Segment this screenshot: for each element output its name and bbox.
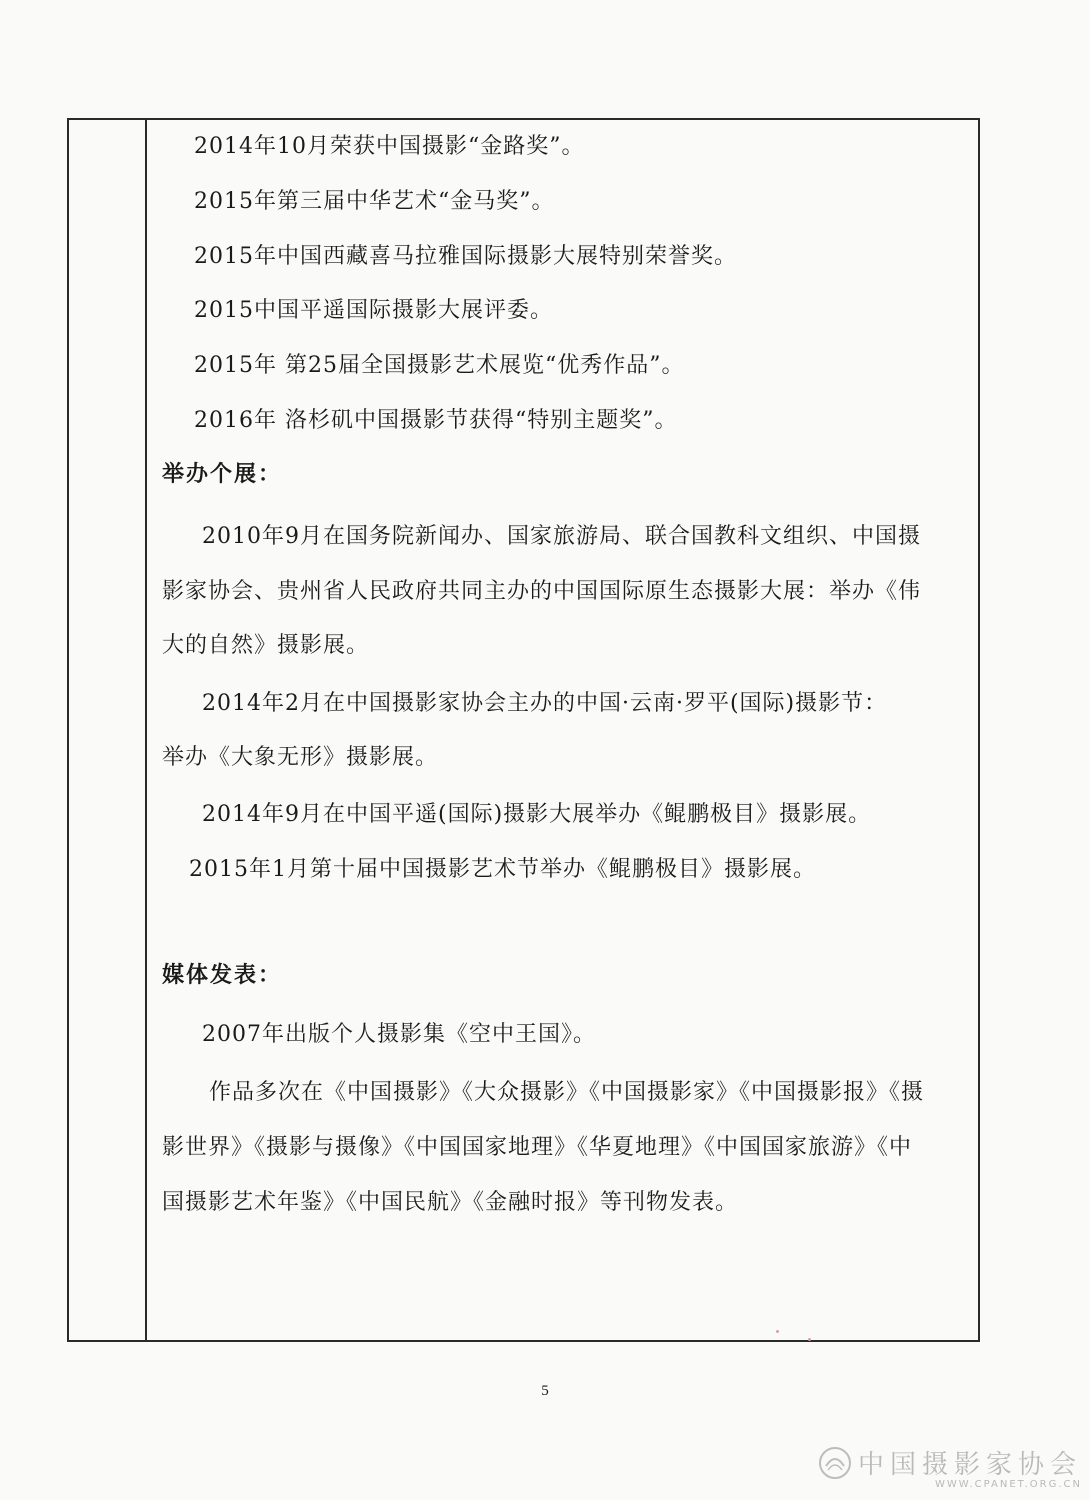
media-2-line-2: 影世界》《摄影与摄像》《中国国家地理》《华夏地理》《中国国家旅游》《中: [162, 1135, 913, 1160]
scan-speck: [776, 1330, 779, 1333]
exhibition-2-line-2: 举办《大象无形》摄影展。: [162, 745, 439, 770]
page-number: 5: [541, 1383, 549, 1399]
watermark: [818, 1444, 1082, 1490]
scan-speck: [808, 1338, 811, 1341]
media-2-line-3: 国摄影艺术年鉴》《中国民航》《金融时报》等刊物发表。: [162, 1190, 739, 1215]
watermark-url: WWW.CPANET.ORG.CN: [934, 1479, 1082, 1490]
watermark-name: 中国摄影家协会: [857, 1450, 1082, 1480]
media-heading: 媒体发表：: [162, 963, 283, 988]
table-label-column: [69, 120, 147, 1340]
form-table: [67, 118, 980, 1342]
exhibition-4: 2015年1月第十届中国摄影艺术节举办《鲲鹏极目》摄影展。: [189, 857, 816, 882]
exhibition-1-line-2: 影家协会、贵州省人民政府共同主办的中国国际原生态摄影大展：举办《伟: [162, 579, 922, 604]
award-line-2: 2015年第三届中华艺术“金马奖”。: [194, 189, 555, 214]
award-line-5: 2015年 第25届全国摄影艺术展览“优秀作品”。: [194, 353, 685, 378]
exhibition-1-line-3: 大的自然》摄影展。: [162, 633, 370, 658]
award-line-4: 2015中国平遥国际摄影大展评委。: [194, 298, 553, 323]
award-line-3: 2015年中国西藏喜马拉雅国际摄影大展特别荣誉奖。: [194, 244, 737, 269]
exhibition-3: 2014年9月在中国平遥(国际)摄影大展举办《鲲鹏极目》摄影展。: [202, 802, 872, 827]
award-line-1: 2014年10月荣获中国摄影“金路奖”。: [194, 134, 585, 159]
exhibition-1-line-1: 2010年9月在国务院新闻办、国家旅游局、联合国教科文组织、中国摄: [202, 524, 921, 549]
association-logo-icon: [818, 1446, 852, 1480]
exhibitions-heading: 举办个展：: [162, 462, 283, 487]
table-content-cell: [149, 120, 979, 1340]
media-line-1: 2007年出版个人摄影集《空中王国》。: [202, 1022, 596, 1047]
award-line-6: 2016年 洛杉矶中国摄影节获得“特别主题奖”。: [194, 408, 678, 433]
exhibition-2-line-1: 2014年2月在中国摄影家协会主办的中国·云南·罗平(国际)摄影节：: [202, 691, 888, 716]
media-2-line-1: 作品多次在《中国摄影》《大众摄影》《中国摄影家》《中国摄影报》《摄: [209, 1080, 925, 1105]
